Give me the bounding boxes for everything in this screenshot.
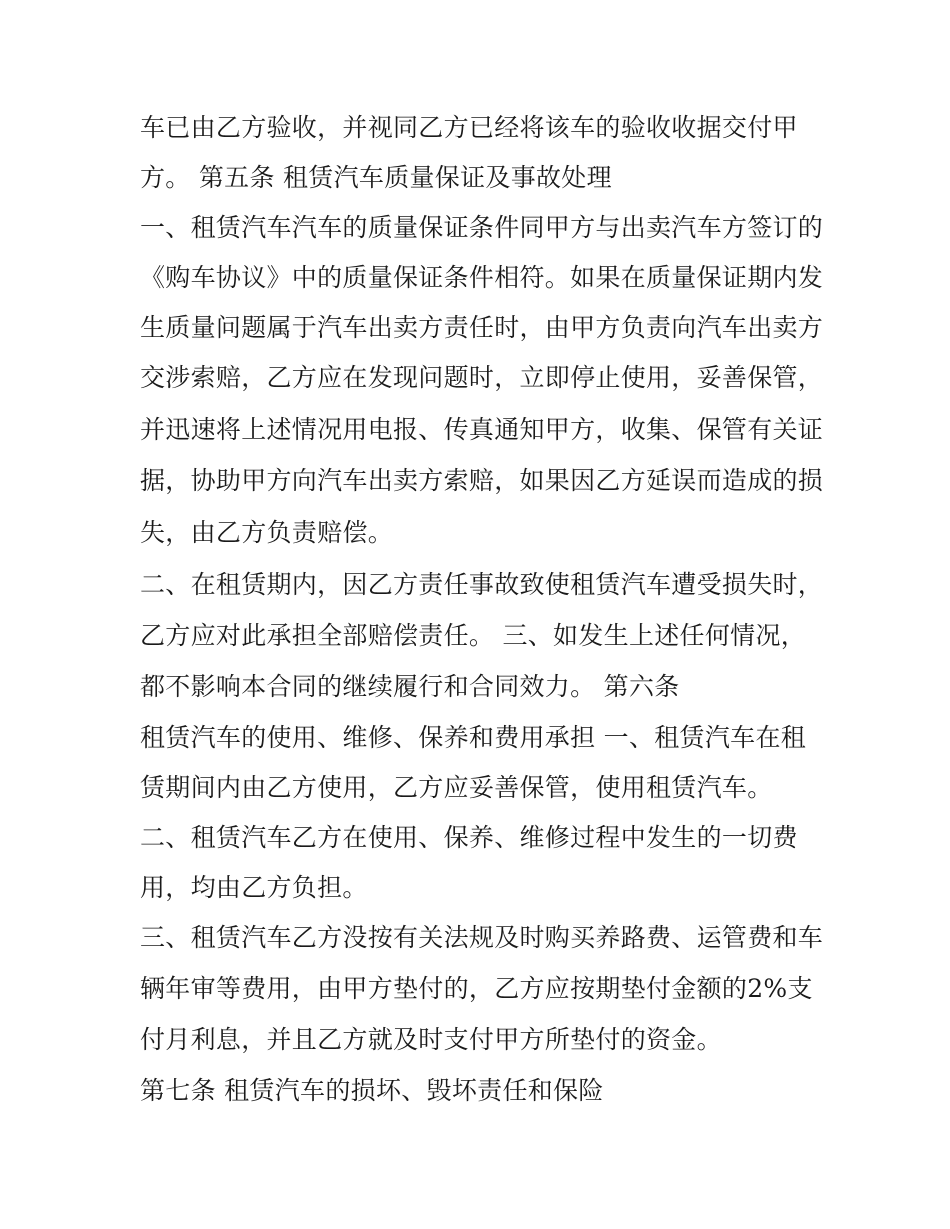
text-line: 《购车协议》中的质量保证条件相符。如果在质量保证期内发 [140, 263, 824, 292]
text-line: 付月利息，并且乙方就及时支付甲方所垫付的资金。 [140, 1025, 722, 1054]
text-line: 车已由乙方验收，并视同乙方已经将该车的验收收据交付甲 [140, 113, 798, 142]
text-line: 二、在租赁期内，因乙方责任事故致使租赁汽车遭受损失时， [140, 570, 824, 599]
text-line: 交涉索赔，乙方应在发现问题时，立即停止使用，妥善保管， [140, 363, 824, 392]
text-line: 并迅速将上述情况用电报、传真通知甲方，收集、保管有关证 [140, 415, 824, 444]
text-line: 方。 第五条 租赁汽车质量保证及事故处理 [140, 163, 612, 192]
text-line: 用，均由乙方负担。 [140, 873, 368, 902]
text-line: 失，由乙方负责赔偿。 [140, 518, 394, 547]
text-line: 都不影响本合同的继续履行和合同效力。 第六条 [140, 672, 680, 701]
text-line: 赁期间内由乙方使用，乙方应妥善保管，使用租赁汽车。 [140, 773, 773, 802]
text-line: 辆年审等费用，由甲方垫付的，乙方应按期垫付金额的2%支 [140, 974, 813, 1003]
text-line: 一、租赁汽车汽车的质量保证条件同甲方与出卖汽车方签订的 [140, 213, 824, 242]
text-line: 乙方应对此承担全部赔偿责任。 三、如发生上述任何情况， [140, 621, 807, 650]
text-line: 三、租赁汽车乙方没按有关法规及时购买养路费、运管费和车 [140, 923, 824, 952]
text-line: 生质量问题属于汽车出卖方责任时，由甲方负责向汽车出卖方 [140, 313, 824, 342]
text-line: 二、租赁汽车乙方在使用、保养、维修过程中发生的一切费 [140, 823, 798, 852]
section-heading: 第七条 租赁汽车的损坏、毁坏责任和保险 [140, 1076, 604, 1105]
text-line: 租赁汽车的使用、维修、保养和费用承担 一、租赁汽车在租 [140, 723, 807, 752]
text-line: 据，协助甲方向汽车出卖方索赔，如果因乙方延误而造成的损 [140, 466, 824, 495]
